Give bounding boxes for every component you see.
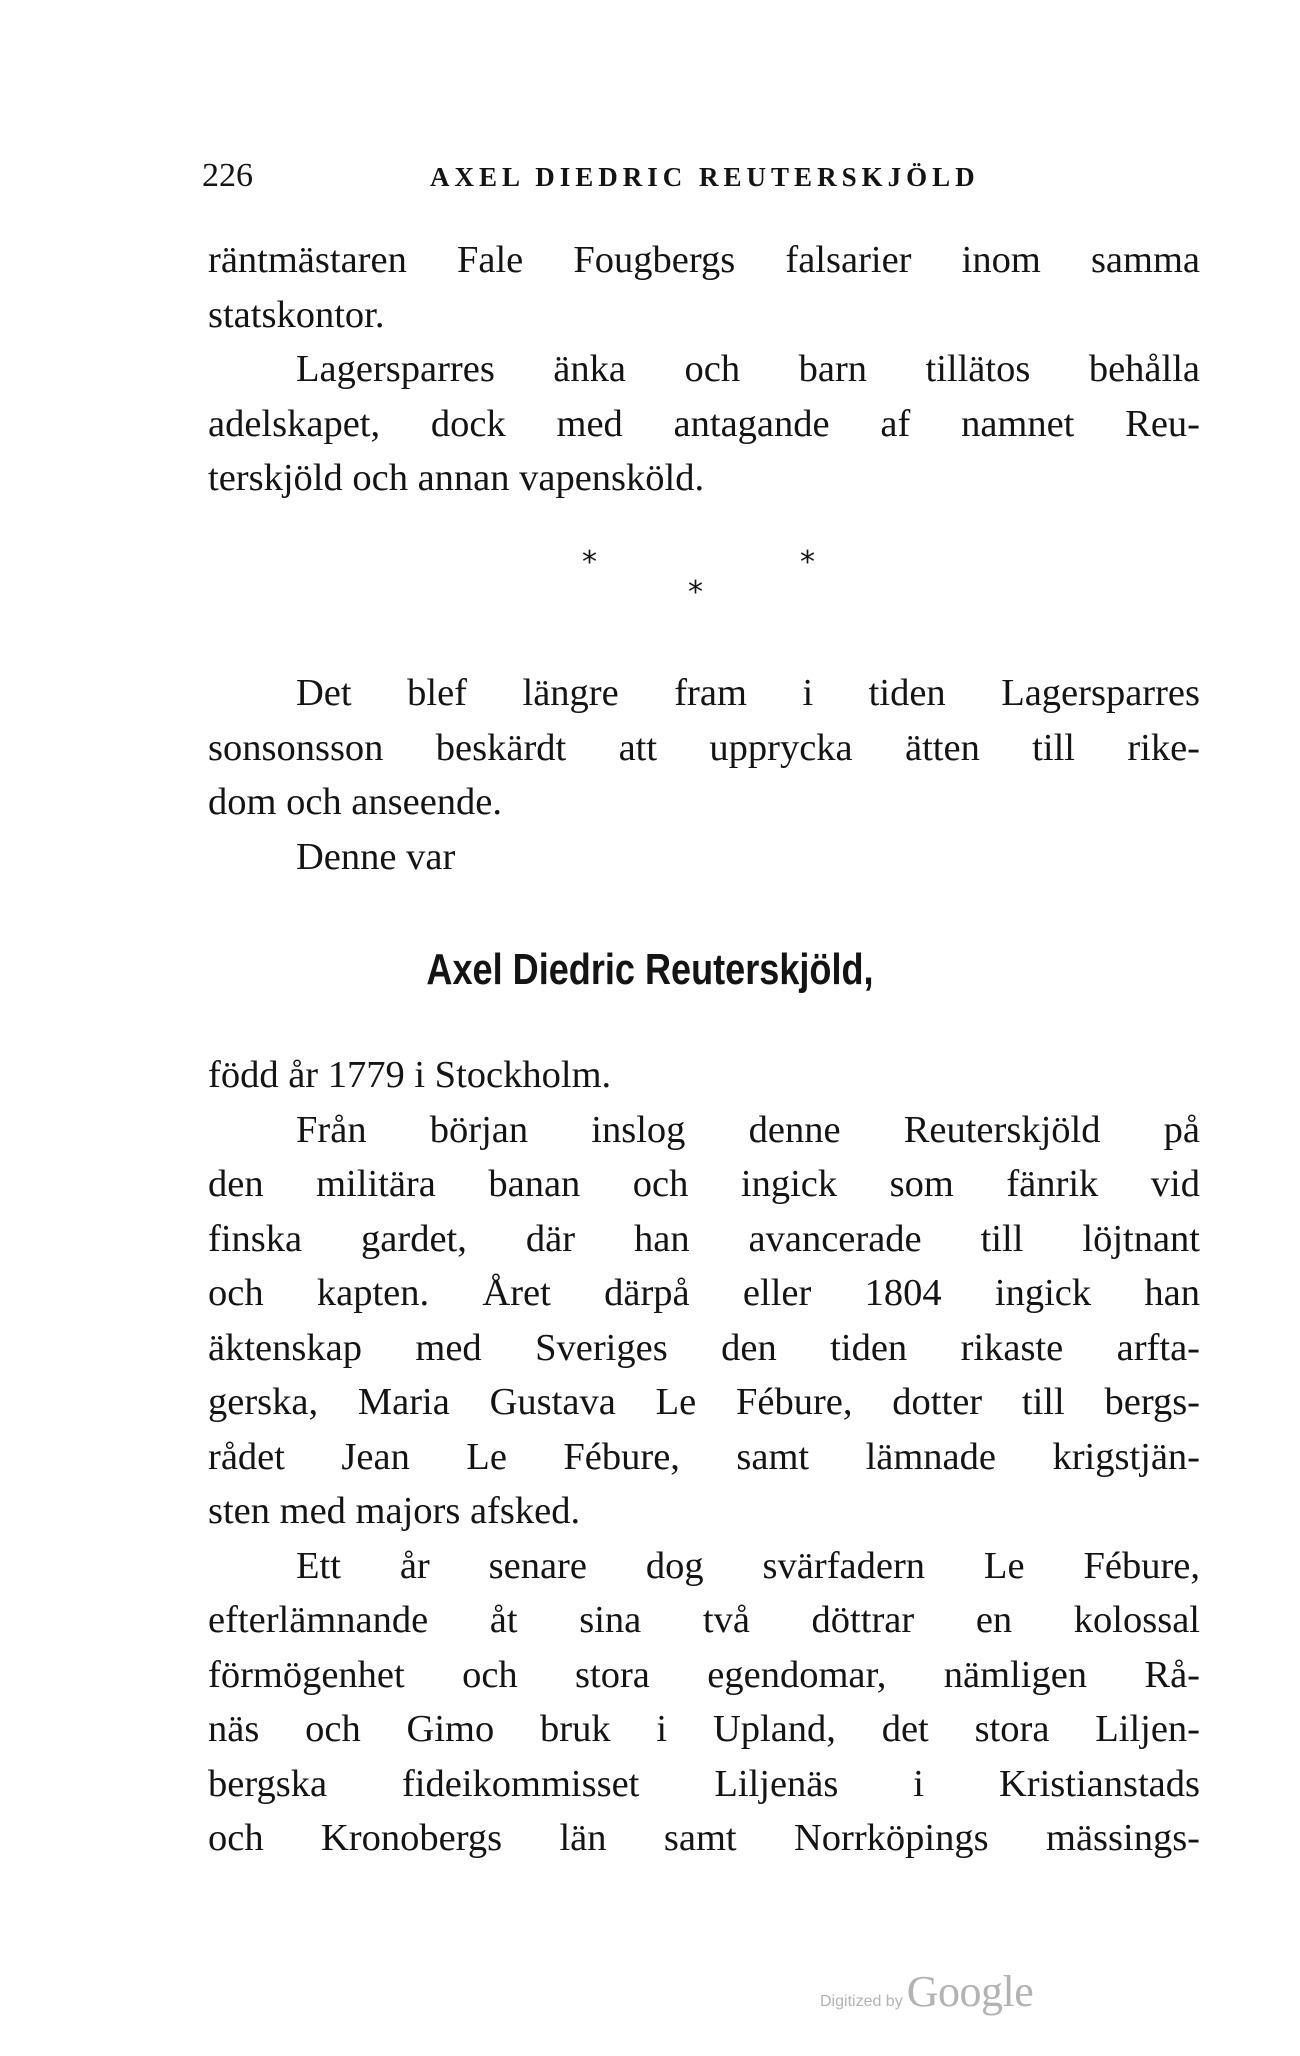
text-line: dom och anseende. xyxy=(208,781,502,823)
asterisk: * xyxy=(800,545,815,580)
page-number: 226 xyxy=(202,157,253,194)
text-line: finska gardet, där han avancerade till löjtnant xyxy=(208,1217,1200,1260)
text-line: bergska fideikommisset Liljenäs i Kristianstads xyxy=(208,1762,1200,1805)
text-block-top xyxy=(208,233,1200,506)
asterisk: * xyxy=(582,545,597,580)
text-line: näs och Gimo bruk i Upland, det stora Liljen- xyxy=(208,1708,1200,1750)
text-line: förmögenhet och stora egendomar, nämligen Rå- xyxy=(208,1653,1200,1696)
text-line: rådet Jean Le Fébure, samt lämnade krigstjän- xyxy=(208,1435,1200,1478)
text-line: statskontor. xyxy=(208,293,385,336)
text-line: terskjöld och annan vapensköld. xyxy=(208,457,705,499)
text-line: Lagersparres änka och barn tillätos behålla xyxy=(296,348,1200,390)
text-block-middle xyxy=(208,666,1200,884)
text-block-bottom xyxy=(208,1048,1200,1866)
text-line: Ett år senare dog svärfadern Le Fébure, xyxy=(296,1544,1200,1587)
watermark-prefix: Digitized by xyxy=(820,1993,903,2010)
text-line: adelskapet, dock med antagande af namnet Reu- xyxy=(208,402,1200,445)
text-line: Det blef längre fram i tiden Lagersparres xyxy=(296,672,1200,714)
digitized-watermark xyxy=(820,1967,1034,2016)
text-line: den militära banan och ingick som fänrik vid xyxy=(208,1163,1200,1205)
running-title: AXEL DIEDRIC REUTERSKJÖLD xyxy=(430,162,980,192)
text-line: sten med majors afsked. xyxy=(208,1490,581,1532)
text-line: och kapten. Året därpå eller 1804 ingick han xyxy=(208,1272,1200,1314)
text-line: född år 1779 i Stockholm. xyxy=(208,1054,612,1096)
text-line: efterlämnande åt sina två döttrar en kolossal xyxy=(208,1599,1200,1641)
text-line: äktenskap med Sveriges den tiden rikaste arfta- xyxy=(208,1326,1200,1369)
google-logo: Google xyxy=(906,1967,1034,2016)
text-line: gerska, Maria Gustava Le Fébure, dotter till bergs- xyxy=(208,1381,1200,1423)
text-line: sonsonsson beskärdt att upprycka ätten till rike- xyxy=(208,726,1200,769)
text-line: Från början inslog denne Reuterskjöld på xyxy=(296,1108,1200,1151)
page-header xyxy=(202,156,1192,206)
text-line: Denne var xyxy=(296,835,456,878)
asterisk: * xyxy=(688,575,703,610)
text-line: och Kronobergs län samt Norrköpings mässings- xyxy=(208,1817,1200,1859)
text-line: räntmästaren Fale Fougbergs falsarier inom samma xyxy=(208,239,1200,281)
section-heading: Axel Diedric Reuterskjöld, xyxy=(426,945,874,994)
asterism-divider xyxy=(560,545,860,610)
